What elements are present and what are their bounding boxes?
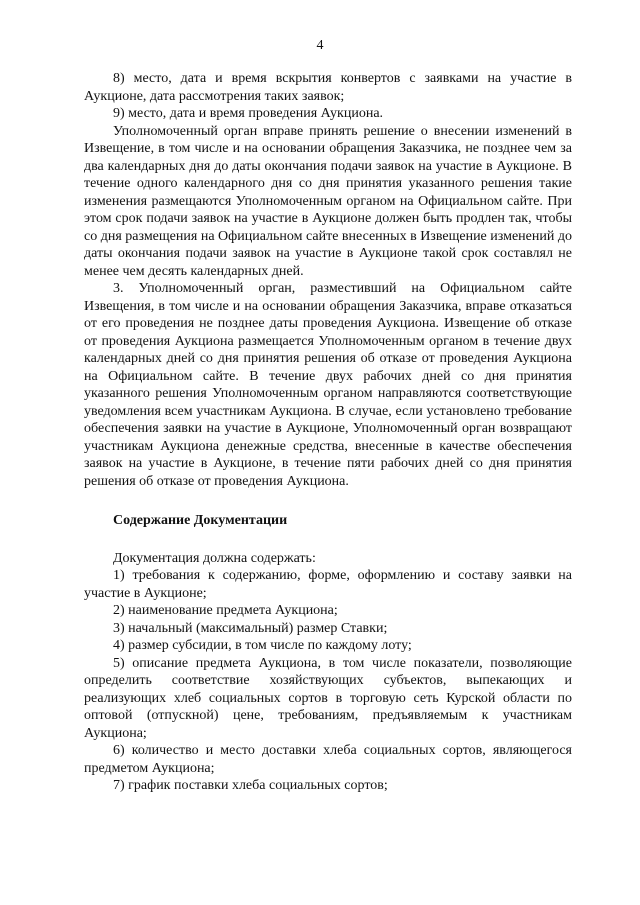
paragraph: Уполномоченный орган вправе принять решение о внесении изменений в Извещение, в том числе и на основании обращения Заказчика, не позднее чем за два календарных дня до даты окончания подачи заявок на участие в Аукционе. В течение одного календарного дня со дня принятия указанного решения такие изменения размещаются Уполномоченным органом на Официальном сайте. При этом срок подачи заявок на участие в Аукционе должен быть продлен так, чтобы со дня размещения на Официальном сайте внесенных в Извещение изменений до даты окончания подачи заявок на участие в Аукционе такой срок составлял не менее чем десять календарных дней. (84, 123, 572, 279)
paragraph: 9) место, дата и время проведения Аукциона. (113, 106, 384, 121)
paragraph: 8) место, дата и время вскрытия конвертов с заявками на участие в Аукционе, дата рассмотрения таких заявок; (84, 71, 572, 104)
list-item: 4) размер субсидии, в том числе по каждому лоту; (113, 638, 412, 653)
paragraph: Документация должна содержать: (113, 550, 316, 566)
list-item: 1) требования к содержанию, форме, оформлению и составу заявки на участие в Аукционе; (84, 568, 572, 601)
list-item: 3) начальный (максимальный) размер Ставки; (113, 620, 388, 636)
spacer (84, 530, 572, 550)
document-body (84, 70, 572, 795)
page-number: 4 (316, 38, 324, 53)
list-item: 7) график поставки хлеба социальных сортов; (113, 778, 388, 793)
section-heading: Содержание Документации (113, 513, 288, 528)
list-item: 5) описание предмета Аукциона, в том числе показатели, позволяющие определить соответствие хозяйствующих субъектов, выпекающих и реализующих хлеб социальных сортов в торговую сеть Курской области по оптовой (отпускной) цене, требованиям, предъявляемым к участникам Аукциона; (84, 655, 572, 741)
list-item: 6) количество и место доставки хлеба социальных сортов, являющегося предметом Аукциона; (84, 743, 572, 776)
spacer (84, 490, 572, 512)
paragraph: 3. Уполномоченный орган, разместивший на Официальном сайте Извещения, в том числе и на основании обращения Заказчика, вправе отказаться от его проведения не позднее даты проведения Аукциона. Извещение об отказе от проведения Аукциона размещается Уполномоченным органом в течение двух календарных дней со дня принятия решения об отказе от проведения Аукциона на Официальном сайте. В течение двух рабочих дней со дня принятия указанного решения Уполномоченным органом направляются соответствующие уведомления всем участникам Аукциона. В случае, если установлено требование обеспечения заявки на участие в Аукционе, Уполномоченный орган возвращают участникам Аукциона денежные средства, внесенные в качестве обеспечения заявок на участие в Аукционе, в течение пяти рабочих дней со дня принятия решения об отказе от проведения Аукциона. (84, 281, 572, 489)
list-item: 2) наименование предмета Аукциона; (113, 603, 338, 618)
